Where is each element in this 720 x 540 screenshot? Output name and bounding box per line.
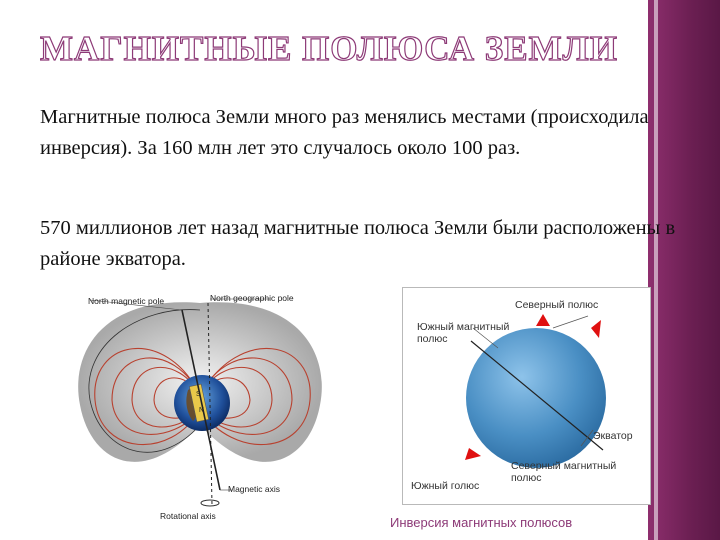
paragraph-equator: 570 миллионов лет назад магнитные полюса Земли были расположены в районе экватора. — [40, 217, 676, 270]
paragraph-inversion: Магнитные полюса Земли много раз менялись местами (происходила инверсия). За 160 млн лет это случалось около 100 раз. — [40, 106, 649, 159]
earth-globe-right — [466, 328, 606, 468]
label-north-magnetic-pole: North magnetic pole — [88, 296, 165, 306]
label-south-magnetic-pole: Южный магнитный полюс — [417, 321, 510, 345]
pole-marker-top — [591, 320, 601, 338]
label-rotational-axis: Rotational axis — [160, 511, 216, 521]
pole-inversion-diagram — [402, 287, 651, 505]
label-north-magnetic-pole: Северный магнитный полюс — [511, 460, 617, 484]
pole-marker-bottom — [465, 448, 481, 460]
magnet-n-label: N — [199, 407, 205, 414]
magnet-s-label: S — [196, 391, 201, 398]
pole-marker-north — [536, 314, 550, 326]
magnetic-field-diagram — [60, 285, 360, 535]
slide-title: МАГНИТНЫЕ ПОЛЮСА ЗЕМЛИ — [40, 29, 618, 68]
field-lines-illustration — [60, 285, 360, 535]
figure-caption: Инверсия магнитных полюсов — [390, 515, 573, 530]
label-south-pole: Южный голюс — [411, 480, 480, 492]
label-north-geographic-pole: North geographic pole — [210, 293, 294, 303]
label-equator: Экватор — [593, 430, 633, 442]
label-north-pole: Северный полюс — [515, 299, 599, 311]
label-magnetic-axis: Magnetic axis — [228, 484, 280, 494]
